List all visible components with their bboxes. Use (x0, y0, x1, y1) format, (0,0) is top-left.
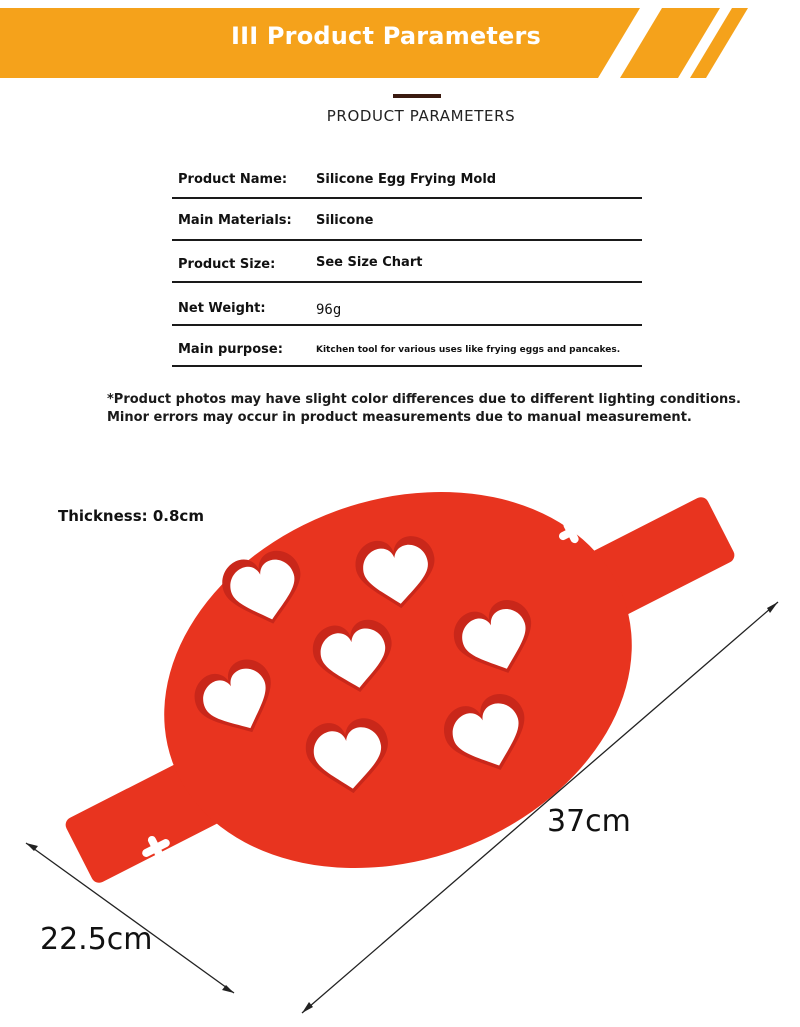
disclaimer-line: *Product photos may have slight color differences due to different lighting conditions. (107, 392, 741, 407)
parameter-table (172, 162, 642, 367)
param-row-main-purpose (172, 326, 642, 367)
param-value: 96g (316, 302, 342, 318)
param-row-product-name (172, 162, 642, 199)
param-label: Product Size: (178, 257, 276, 272)
param-value: See Size Chart (316, 255, 423, 270)
width-dimension-label: 22.5cm (40, 922, 153, 957)
param-label: Main purpose: (178, 342, 283, 357)
param-label: Product Name: (178, 172, 288, 187)
disclaimer-line: Minor errors may occur in product measurements due to manual measurement. (107, 410, 692, 425)
param-value: Silicone (316, 213, 374, 228)
disclaimer (107, 391, 767, 427)
section-title-bar (393, 94, 441, 98)
section-subtitle: PRODUCT PARAMETERS (326, 107, 516, 125)
param-label: Net Weight: (178, 301, 266, 316)
param-row-main-materials (172, 199, 642, 241)
param-value: Kitchen tool for various uses like frying eggs and pancakes. (316, 345, 621, 355)
param-row-product-size (172, 241, 642, 283)
length-dimension-label: 37cm (547, 804, 631, 839)
param-row-net-weight (172, 283, 642, 326)
param-value: Silicone Egg Frying Mold (316, 172, 497, 187)
thickness-label: Thickness: 0.8cm (58, 507, 204, 525)
param-label: Main Materials: (178, 213, 292, 228)
banner-title: III Product Parameters (230, 22, 542, 50)
